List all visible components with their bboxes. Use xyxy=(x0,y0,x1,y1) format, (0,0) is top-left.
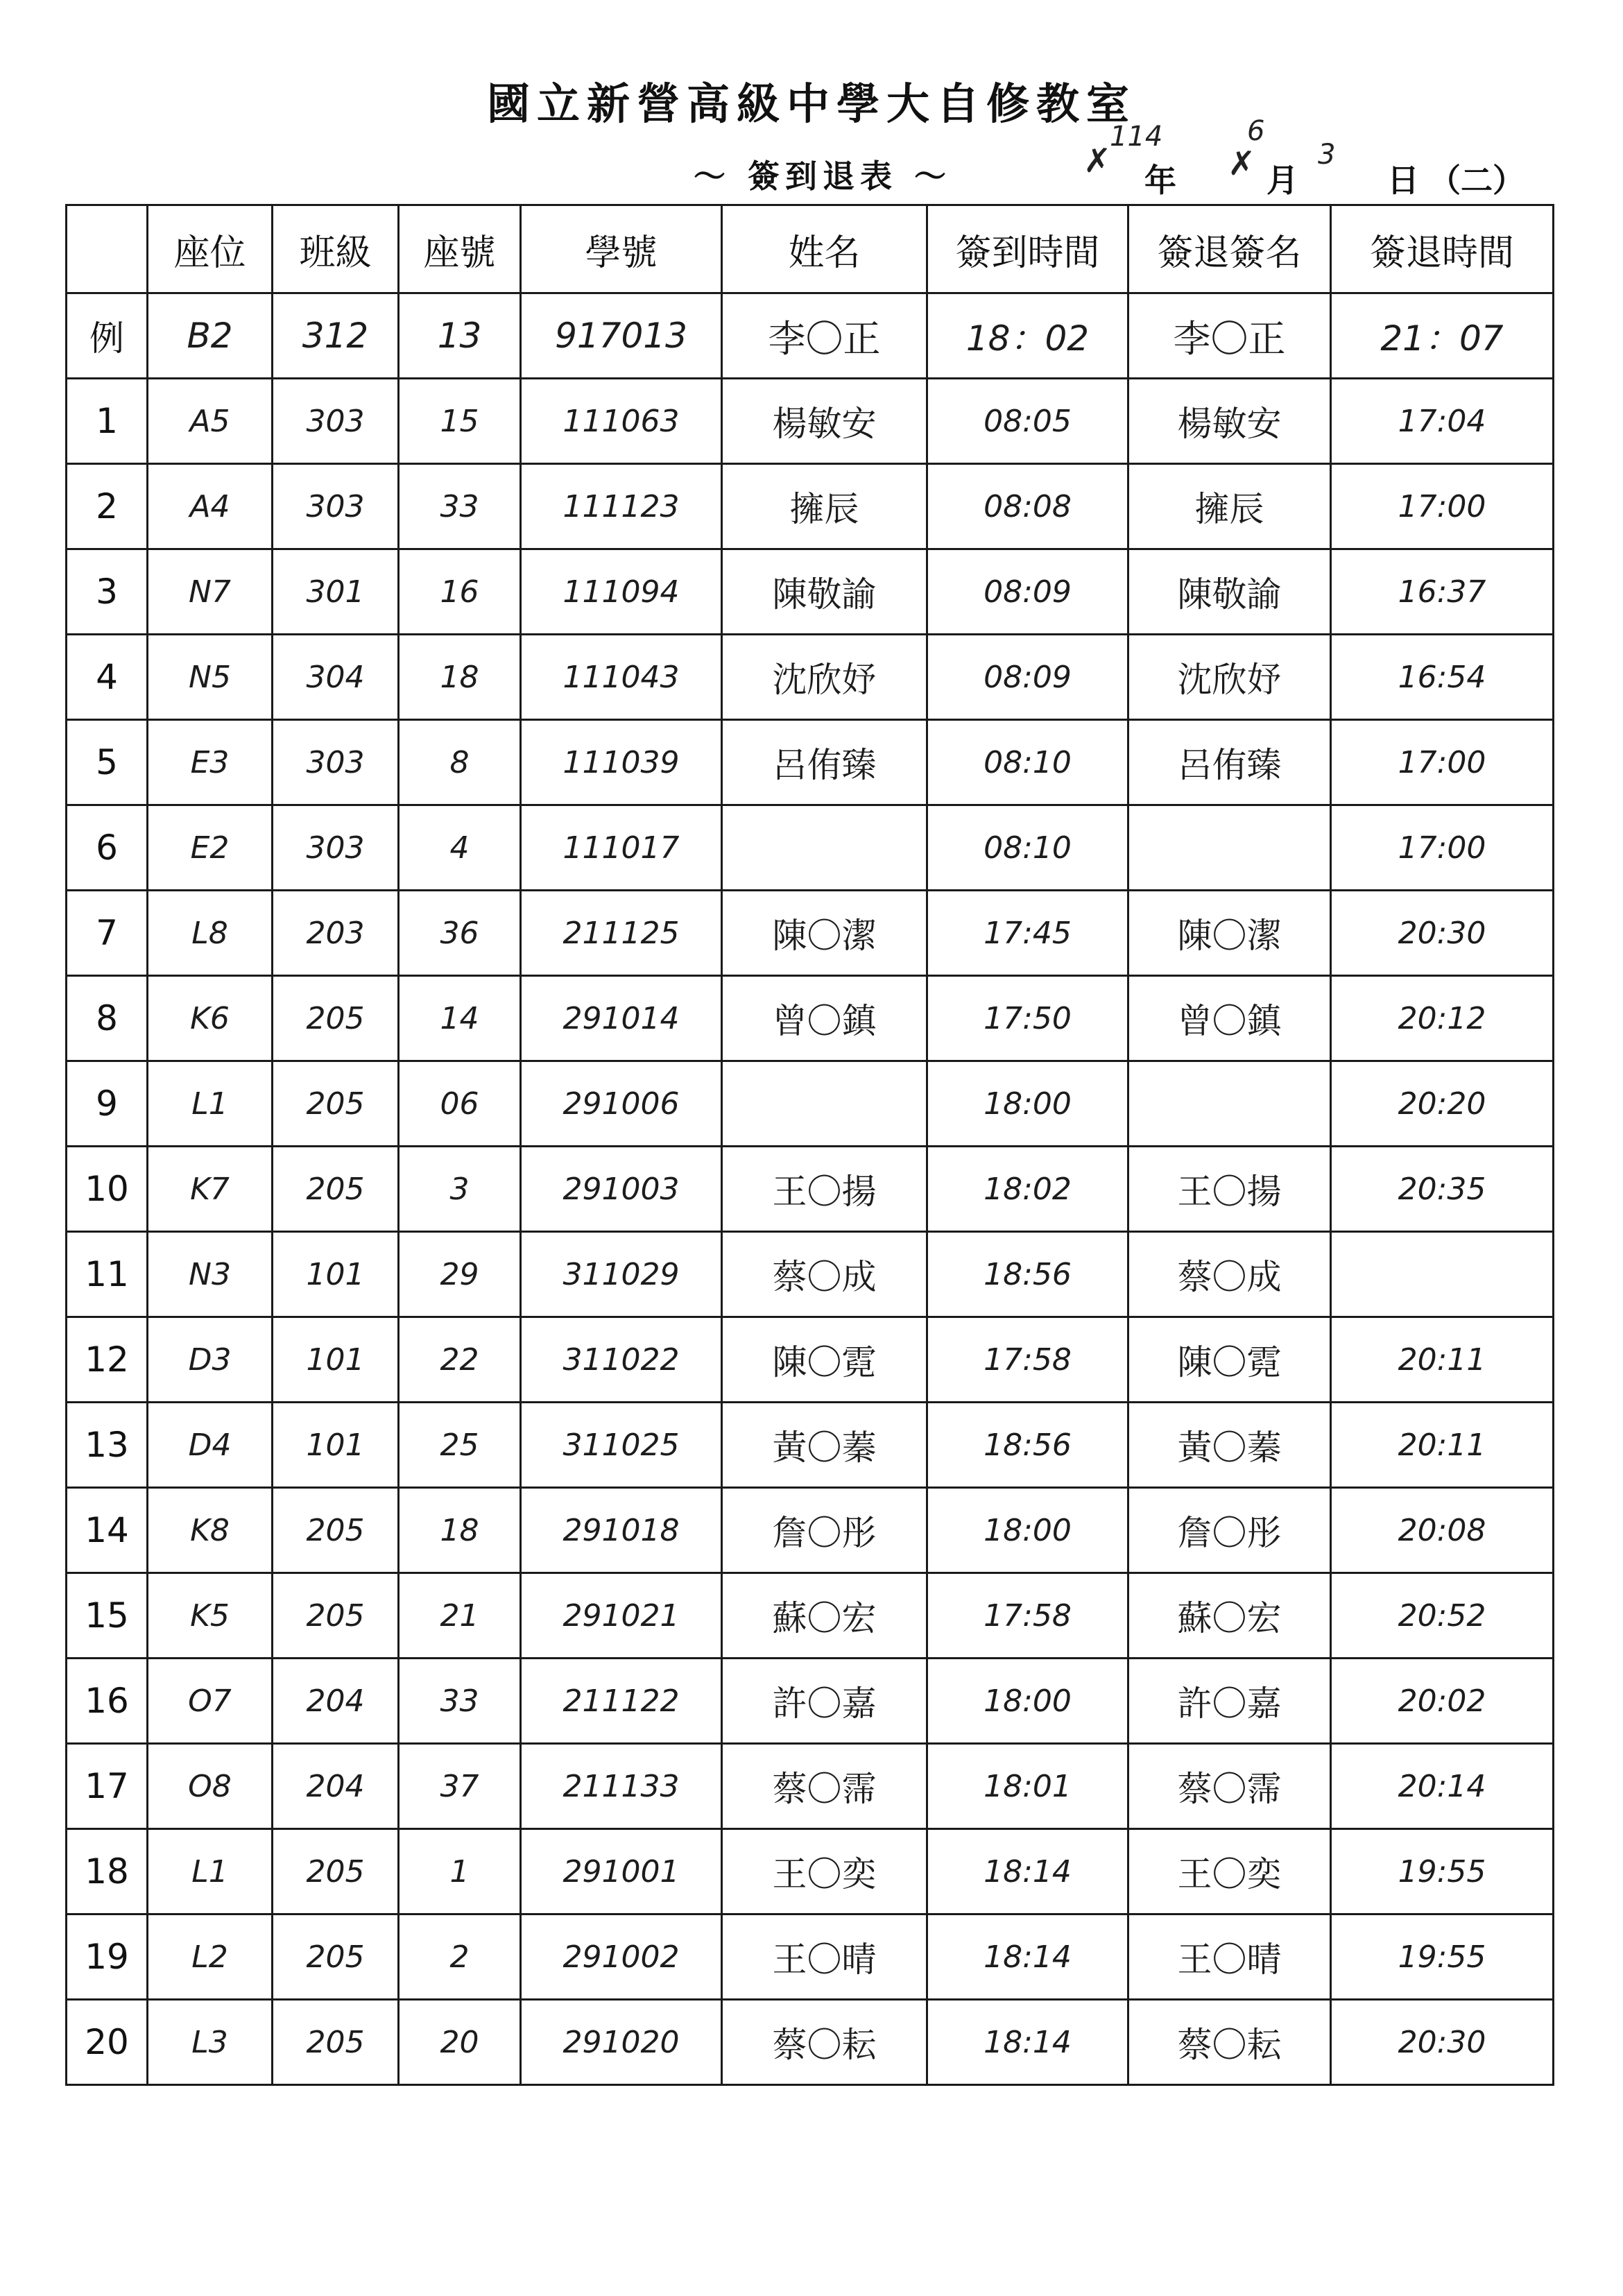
sign-out-signature-cell: 陳〇霓 xyxy=(1128,1317,1331,1403)
seat-cell: L2 xyxy=(148,1914,273,2000)
seat-number-cell: 13 xyxy=(399,293,521,379)
row-label: 8 xyxy=(67,976,148,1061)
name-cell xyxy=(722,1061,927,1147)
name-cell: 陳〇潔 xyxy=(722,891,927,976)
sign-out-signature-cell: 蔡〇成 xyxy=(1128,1232,1331,1317)
name-cell: 蔡〇霈 xyxy=(722,1744,927,1829)
seat-cell: L1 xyxy=(148,1061,273,1147)
name-cell: 蔡〇成 xyxy=(722,1232,927,1317)
seat-number-cell: 29 xyxy=(399,1232,521,1317)
table-row xyxy=(67,2000,1554,2085)
sign-out-time-cell: 20:08 xyxy=(1331,1488,1554,1573)
student-id-cell: 111043 xyxy=(521,635,722,720)
sign-out-time-cell: 17:04 xyxy=(1331,379,1554,464)
name-cell: 擁辰 xyxy=(722,464,927,549)
sign-out-signature-cell: 王〇晴 xyxy=(1128,1914,1331,2000)
table-row xyxy=(67,805,1554,891)
date-line xyxy=(1068,115,1554,201)
name-cell: 呂侑臻 xyxy=(722,720,927,805)
row-label: 11 xyxy=(67,1232,148,1317)
sign-in-time-cell: 17:50 xyxy=(927,976,1128,1061)
example-row xyxy=(67,293,1554,379)
sign-in-time-cell: 08:09 xyxy=(927,549,1128,635)
student-id-cell: 917013 xyxy=(521,293,722,379)
seat-number-cell: 4 xyxy=(399,805,521,891)
student-id-cell: 291020 xyxy=(521,2000,722,2085)
sign-out-signature-cell: 陳〇潔 xyxy=(1128,891,1331,976)
seat-cell: D3 xyxy=(148,1317,273,1403)
row-label: 例 xyxy=(67,293,148,379)
seat-cell: L3 xyxy=(148,2000,273,2085)
seat-number-cell: 37 xyxy=(399,1744,521,1829)
seat-number-cell: 21 xyxy=(399,1573,521,1659)
student-id-cell: 291021 xyxy=(521,1573,722,1659)
table-row xyxy=(67,1914,1554,2000)
class-cell: 101 xyxy=(273,1317,399,1403)
class-cell: 101 xyxy=(273,1232,399,1317)
row-label: 12 xyxy=(67,1317,148,1403)
sign-out-signature-cell xyxy=(1128,805,1331,891)
class-cell: 304 xyxy=(273,635,399,720)
name-cell: 許〇嘉 xyxy=(722,1659,927,1744)
class-cell: 205 xyxy=(273,976,399,1061)
sign-in-time-cell: 18:00 xyxy=(927,1488,1128,1573)
table-row xyxy=(67,635,1554,720)
name-cell: 詹〇彤 xyxy=(722,1488,927,1573)
sign-in-time-cell: 18:56 xyxy=(927,1403,1128,1488)
student-id-cell: 111123 xyxy=(521,464,722,549)
seat-cell: O8 xyxy=(148,1744,273,1829)
table-row xyxy=(67,379,1554,464)
student-id-cell: 311025 xyxy=(521,1403,722,1488)
seat-cell: K7 xyxy=(148,1147,273,1232)
sign-in-time-cell: 18:14 xyxy=(927,2000,1128,2085)
name-cell: 王〇晴 xyxy=(722,1914,927,2000)
student-id-cell: 291002 xyxy=(521,1914,722,2000)
table-row xyxy=(67,1403,1554,1488)
sign-in-time-cell: 17:58 xyxy=(927,1573,1128,1659)
class-cell: 303 xyxy=(273,379,399,464)
sign-in-time-cell: 08:08 xyxy=(927,464,1128,549)
name-cell: 李〇正 xyxy=(722,293,927,379)
sign-in-time-cell: 18:02 xyxy=(927,1147,1128,1232)
sign-out-time-cell: 20:11 xyxy=(1331,1317,1554,1403)
seat-cell: A5 xyxy=(148,379,273,464)
seat-cell: O7 xyxy=(148,1659,273,1744)
column-header: 座位 xyxy=(148,205,273,293)
sign-in-time-cell: 08:10 xyxy=(927,720,1128,805)
class-cell: 303 xyxy=(273,805,399,891)
sign-out-time-cell: 20:02 xyxy=(1331,1659,1554,1744)
sign-out-time-cell: 17:00 xyxy=(1331,720,1554,805)
row-label: 13 xyxy=(67,1403,148,1488)
class-cell: 205 xyxy=(273,1488,399,1573)
seat-cell: N7 xyxy=(148,549,273,635)
name-cell: 楊敏安 xyxy=(722,379,927,464)
class-cell: 303 xyxy=(273,464,399,549)
seat-number-cell: 20 xyxy=(399,2000,521,2085)
sign-in-time-cell: 08:05 xyxy=(927,379,1128,464)
sign-in-time-cell: 08:10 xyxy=(927,805,1128,891)
table-row xyxy=(67,1744,1554,1829)
student-id-cell: 311022 xyxy=(521,1317,722,1403)
sign-out-time-cell: 19:55 xyxy=(1331,1914,1554,2000)
row-label: 4 xyxy=(67,635,148,720)
seat-cell: E2 xyxy=(148,805,273,891)
seat-number-cell: 18 xyxy=(399,635,521,720)
row-label: 15 xyxy=(67,1573,148,1659)
row-label: 7 xyxy=(67,891,148,976)
table-row xyxy=(67,549,1554,635)
seat-cell: B2 xyxy=(148,293,273,379)
sign-out-time-cell: 19:55 xyxy=(1331,1829,1554,1914)
sign-out-time-cell: 20:30 xyxy=(1331,2000,1554,2085)
seat-cell: D4 xyxy=(148,1403,273,1488)
table-row xyxy=(67,1488,1554,1573)
class-cell: 203 xyxy=(273,891,399,976)
table-row xyxy=(67,1317,1554,1403)
seat-number-cell: 8 xyxy=(399,720,521,805)
class-cell: 301 xyxy=(273,549,399,635)
row-label: 9 xyxy=(67,1061,148,1147)
row-label: 5 xyxy=(67,720,148,805)
name-cell: 曾〇鎮 xyxy=(722,976,927,1061)
student-id-cell: 111017 xyxy=(521,805,722,891)
sign-in-time-cell: 18:01 xyxy=(927,1744,1128,1829)
seat-number-cell: 18 xyxy=(399,1488,521,1573)
table-row xyxy=(67,464,1554,549)
sign-out-time-cell: 20:20 xyxy=(1331,1061,1554,1147)
date-year: 114 xyxy=(1110,121,1163,153)
name-cell: 王〇奕 xyxy=(722,1829,927,1914)
sign-out-signature-cell: 呂侑臻 xyxy=(1128,720,1331,805)
student-id-cell: 311029 xyxy=(521,1232,722,1317)
row-label: 10 xyxy=(67,1147,148,1232)
row-label: 6 xyxy=(67,805,148,891)
date-month-label: 月 xyxy=(1266,162,1298,199)
sign-out-signature-cell: 詹〇彤 xyxy=(1128,1488,1331,1573)
table-row xyxy=(67,891,1554,976)
class-cell: 205 xyxy=(273,1914,399,2000)
sign-in-time-cell: 18:00 xyxy=(927,1659,1128,1744)
seat-number-cell: 25 xyxy=(399,1403,521,1488)
class-cell: 204 xyxy=(273,1659,399,1744)
class-cell: 204 xyxy=(273,1744,399,1829)
sign-in-time-cell: 18:00 xyxy=(927,1061,1128,1147)
column-header: 班級 xyxy=(273,205,399,293)
name-cell: 蔡〇耘 xyxy=(722,2000,927,2085)
seat-number-cell: 3 xyxy=(399,1147,521,1232)
sign-in-time-cell: 18：02 xyxy=(927,293,1128,379)
student-id-cell: 291018 xyxy=(521,1488,722,1573)
row-label: 2 xyxy=(67,464,148,549)
class-cell: 303 xyxy=(273,720,399,805)
sign-out-time-cell: 17:00 xyxy=(1331,464,1554,549)
sign-in-time-cell: 08:09 xyxy=(927,635,1128,720)
student-id-cell: 291014 xyxy=(521,976,722,1061)
seat-number-cell: 06 xyxy=(399,1061,521,1147)
sign-in-time-cell: 18:56 xyxy=(927,1232,1128,1317)
sign-out-signature-cell: 楊敏安 xyxy=(1128,379,1331,464)
student-id-cell: 291001 xyxy=(521,1829,722,1914)
sign-out-signature-cell: 擁辰 xyxy=(1128,464,1331,549)
sign-in-time-cell: 17:58 xyxy=(927,1317,1128,1403)
column-header: 簽退簽名 xyxy=(1128,205,1331,293)
class-cell: 205 xyxy=(273,1061,399,1147)
sign-out-signature-cell: 李〇正 xyxy=(1128,293,1331,379)
class-cell: 101 xyxy=(273,1403,399,1488)
sign-in-table xyxy=(65,204,1554,2086)
scribble-mark-icon: ✗ xyxy=(1083,142,1112,180)
sign-out-time-cell: 17:00 xyxy=(1331,805,1554,891)
sign-in-time-cell: 17:45 xyxy=(927,891,1128,976)
sign-out-signature-cell: 蘇〇宏 xyxy=(1128,1573,1331,1659)
table-row xyxy=(67,1147,1554,1232)
sign-out-signature-cell xyxy=(1128,1061,1331,1147)
column-header: 姓名 xyxy=(722,205,927,293)
sign-out-time-cell: 20:11 xyxy=(1331,1403,1554,1488)
student-id-cell: 211122 xyxy=(521,1659,722,1744)
class-cell: 205 xyxy=(273,1147,399,1232)
column-header: 簽退時間 xyxy=(1331,205,1554,293)
sign-out-signature-cell: 沈欣妤 xyxy=(1128,635,1331,720)
class-cell: 312 xyxy=(273,293,399,379)
row-label: 1 xyxy=(67,379,148,464)
column-header: 學號 xyxy=(521,205,722,293)
table-row xyxy=(67,976,1554,1061)
name-cell: 蘇〇宏 xyxy=(722,1573,927,1659)
seat-cell: L8 xyxy=(148,891,273,976)
table-row xyxy=(67,720,1554,805)
table-row xyxy=(67,1232,1554,1317)
column-header: 座號 xyxy=(399,205,521,293)
seat-cell: K6 xyxy=(148,976,273,1061)
student-id-cell: 211125 xyxy=(521,891,722,976)
date-weekday: （二） xyxy=(1429,162,1525,199)
seat-cell: N5 xyxy=(148,635,273,720)
sign-out-time-cell: 20:35 xyxy=(1331,1147,1554,1232)
student-id-cell: 291003 xyxy=(521,1147,722,1232)
row-label: 18 xyxy=(67,1829,148,1914)
seat-number-cell: 2 xyxy=(399,1914,521,2000)
table-row xyxy=(67,1573,1554,1659)
sign-out-signature-cell: 黃〇蓁 xyxy=(1128,1403,1331,1488)
sign-in-time-cell: 18:14 xyxy=(927,1829,1128,1914)
name-cell: 沈欣妤 xyxy=(722,635,927,720)
date-day-label: 日 xyxy=(1387,162,1419,199)
row-label: 17 xyxy=(67,1744,148,1829)
sign-out-signature-cell: 曾〇鎮 xyxy=(1128,976,1331,1061)
name-cell: 陳〇霓 xyxy=(722,1317,927,1403)
seat-cell: A4 xyxy=(148,464,273,549)
page-subtitle: ～ 簽到退表 ～ xyxy=(694,157,952,195)
column-header: 簽到時間 xyxy=(927,205,1128,293)
seat-number-cell: 1 xyxy=(399,1829,521,1914)
class-cell: 205 xyxy=(273,1573,399,1659)
class-cell: 205 xyxy=(273,2000,399,2085)
seat-number-cell: 14 xyxy=(399,976,521,1061)
row-label: 19 xyxy=(67,1914,148,2000)
sign-out-time-cell: 16:37 xyxy=(1331,549,1554,635)
header-row xyxy=(67,205,1554,293)
sign-in-time-cell: 18:14 xyxy=(927,1914,1128,2000)
sign-out-time-cell: 16:54 xyxy=(1331,635,1554,720)
student-id-cell: 291006 xyxy=(521,1061,722,1147)
sign-out-time-cell: 20:14 xyxy=(1331,1744,1554,1829)
seat-number-cell: 33 xyxy=(399,1659,521,1744)
seat-cell: K5 xyxy=(148,1573,273,1659)
sign-out-signature-cell: 許〇嘉 xyxy=(1128,1659,1331,1744)
student-id-cell: 111094 xyxy=(521,549,722,635)
name-cell xyxy=(722,805,927,891)
date-day: 3 xyxy=(1318,139,1336,171)
sign-out-time-cell: 20:30 xyxy=(1331,891,1554,976)
row-label: 14 xyxy=(67,1488,148,1573)
seat-cell: L1 xyxy=(148,1829,273,1914)
sign-out-time-cell: 21：07 xyxy=(1331,293,1554,379)
sign-out-time-cell xyxy=(1331,1232,1554,1317)
name-cell: 黃〇蓁 xyxy=(722,1403,927,1488)
date-year-label: 年 xyxy=(1144,162,1176,199)
seat-number-cell: 33 xyxy=(399,464,521,549)
student-id-cell: 211133 xyxy=(521,1744,722,1829)
sign-out-signature-cell: 陳敬諭 xyxy=(1128,549,1331,635)
table-row xyxy=(67,1829,1554,1914)
name-cell: 王〇揚 xyxy=(722,1147,927,1232)
date-month: 6 xyxy=(1247,115,1265,147)
page-title: 國立新營高級中學大自修教室 xyxy=(486,78,1136,129)
sign-out-signature-cell: 蔡〇耘 xyxy=(1128,2000,1331,2085)
table-row xyxy=(67,1659,1554,1744)
seat-cell: N3 xyxy=(148,1232,273,1317)
column-header xyxy=(67,205,148,293)
class-cell: 205 xyxy=(273,1829,399,1914)
seat-number-cell: 22 xyxy=(399,1317,521,1403)
row-label: 16 xyxy=(67,1659,148,1744)
seat-number-cell: 16 xyxy=(399,549,521,635)
sign-out-time-cell: 20:52 xyxy=(1331,1573,1554,1659)
seat-cell: K8 xyxy=(148,1488,273,1573)
sign-out-signature-cell: 王〇揚 xyxy=(1128,1147,1331,1232)
student-id-cell: 111063 xyxy=(521,379,722,464)
seat-number-cell: 36 xyxy=(399,891,521,976)
row-label: 3 xyxy=(67,549,148,635)
seat-cell: E3 xyxy=(148,720,273,805)
row-label: 20 xyxy=(67,2000,148,2085)
sign-out-signature-cell: 王〇奕 xyxy=(1128,1829,1331,1914)
sign-out-signature-cell: 蔡〇霈 xyxy=(1128,1744,1331,1829)
name-cell: 陳敬諭 xyxy=(722,549,927,635)
scribble-mark-icon: ✗ xyxy=(1228,144,1256,183)
seat-number-cell: 15 xyxy=(399,379,521,464)
sign-out-time-cell: 20:12 xyxy=(1331,976,1554,1061)
student-id-cell: 111039 xyxy=(521,720,722,805)
table-row xyxy=(67,1061,1554,1147)
